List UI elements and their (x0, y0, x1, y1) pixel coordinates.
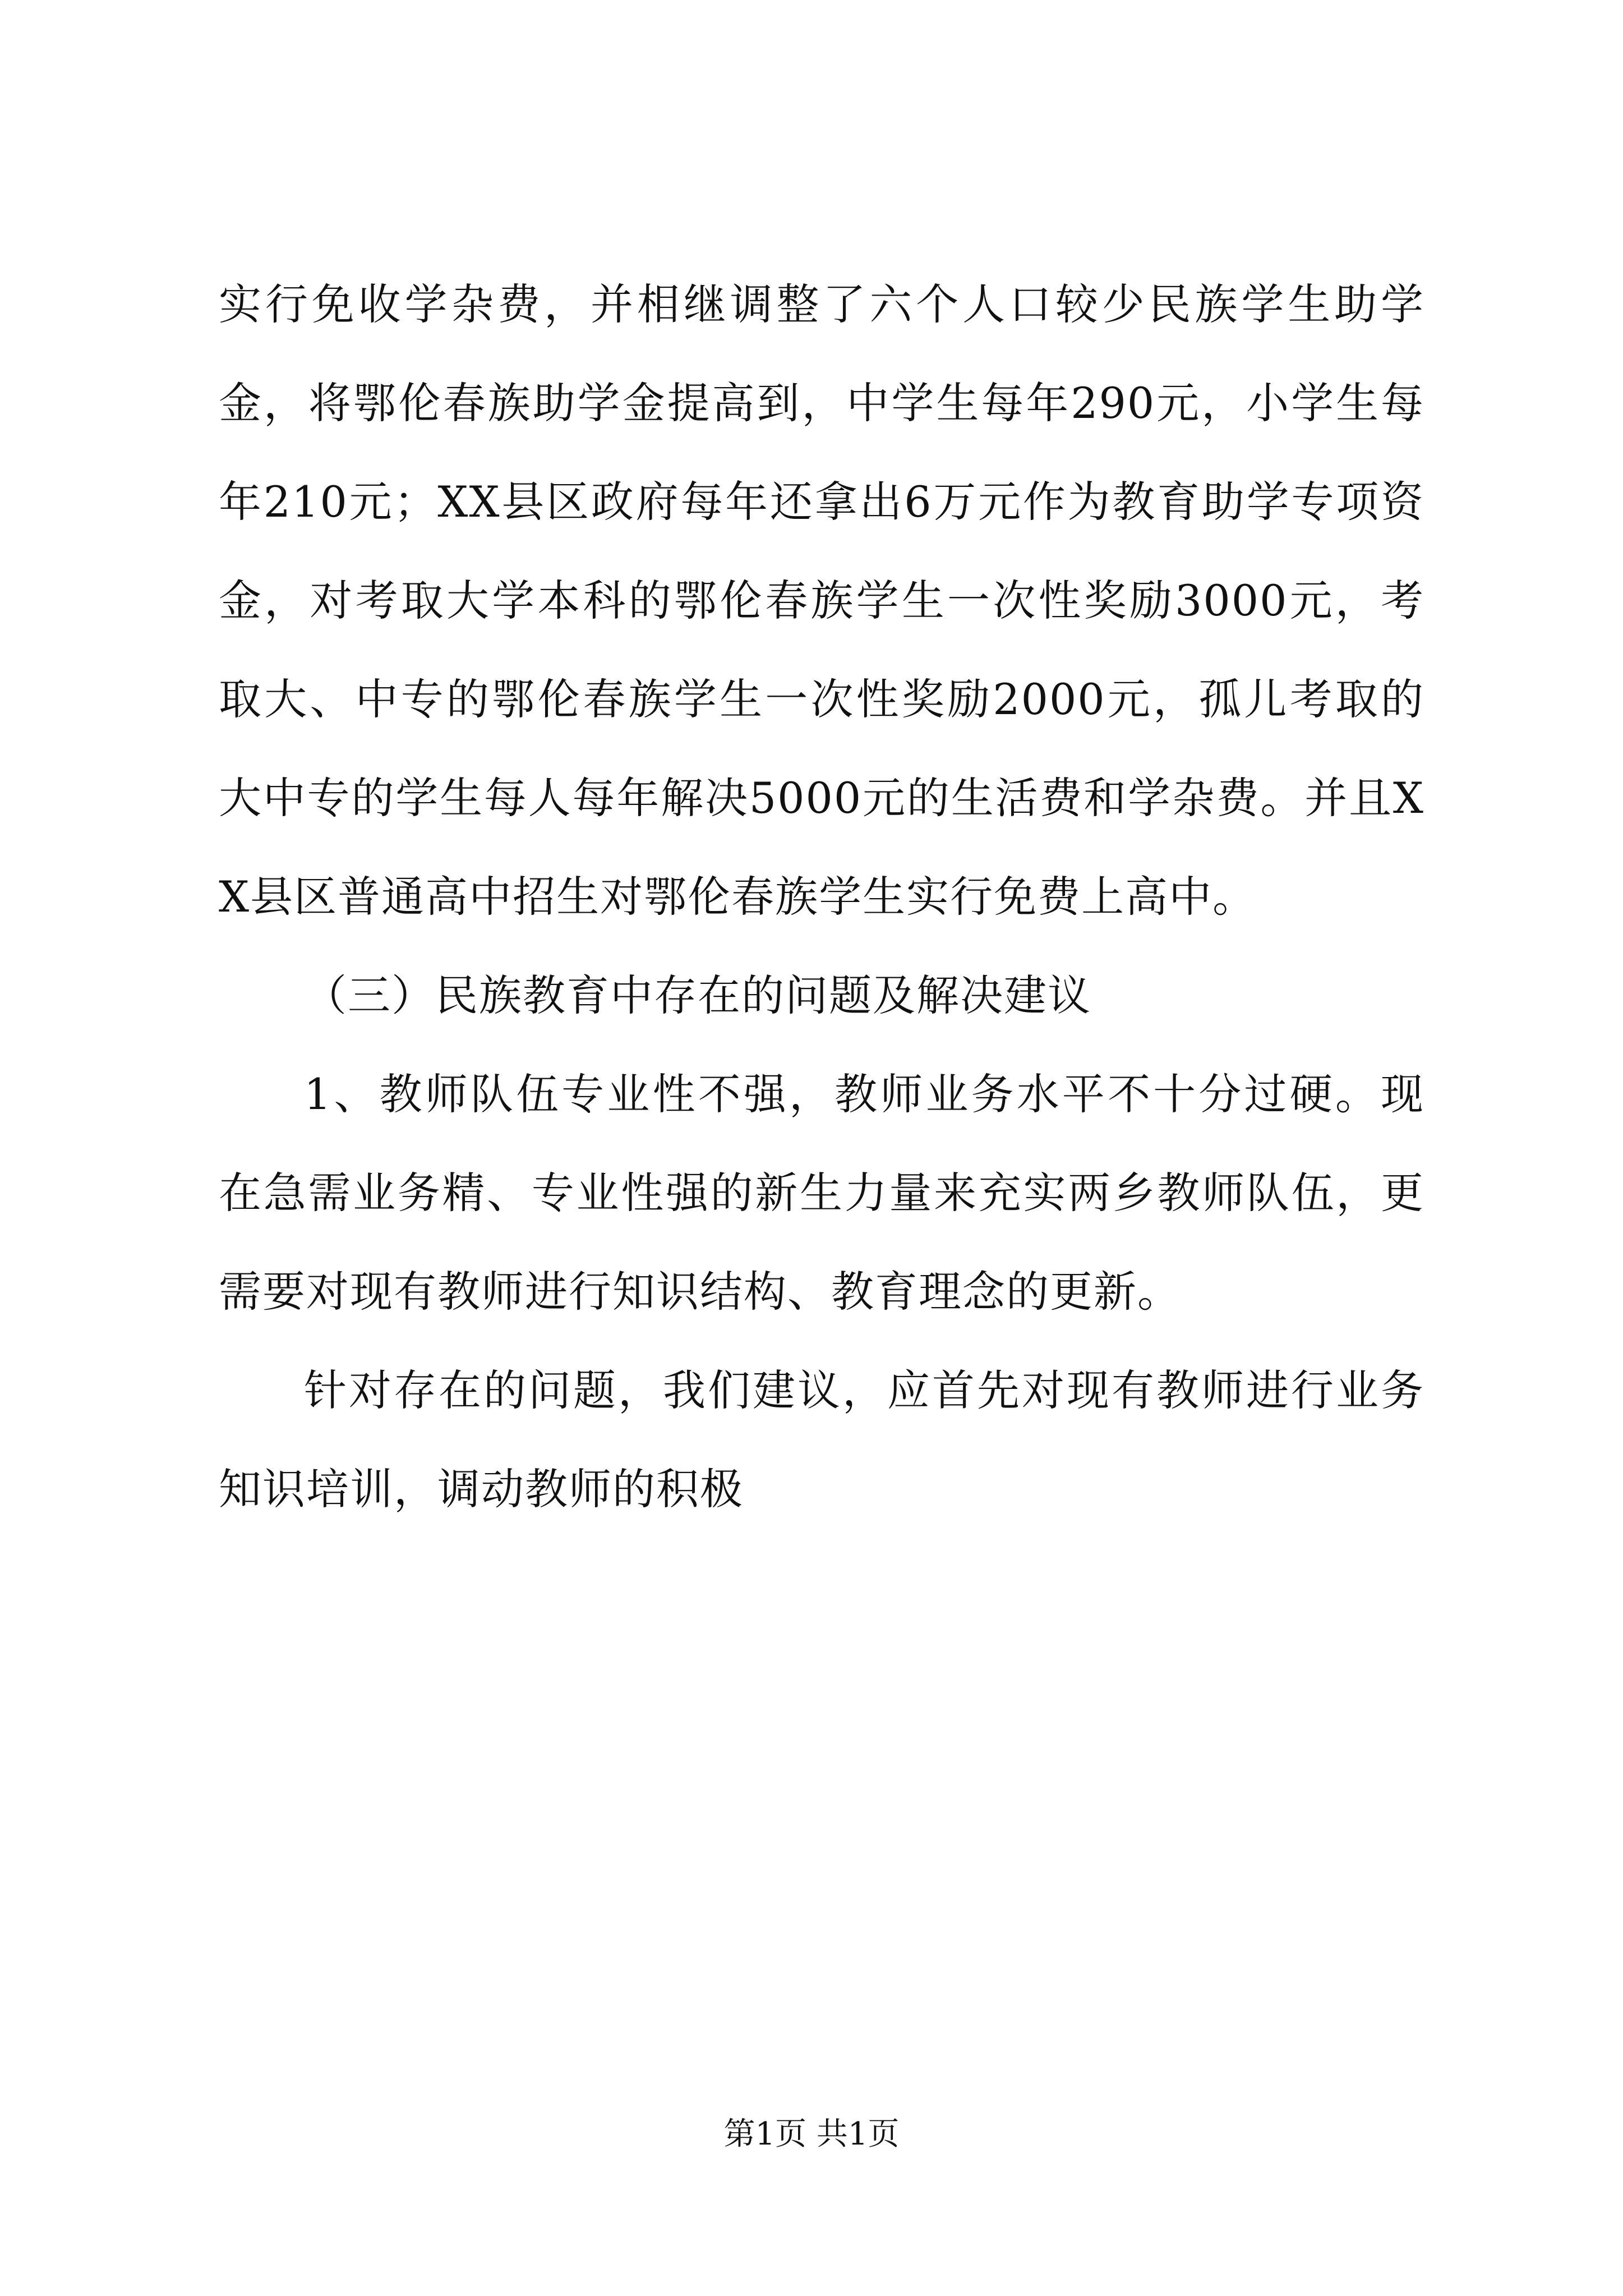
section-heading: （三）民族教育中存在的问题及解决建议 (304, 970, 1091, 1020)
paragraph-continuation: 实行免收学杂费，并相继调整了六个人口较少民族学生助学金，将鄂伦春族助学金提高到，中学生每年290元，小学生每年210元；XX县区政府每年还拿出6万元作为教育助学专项资金，对考取大学本科的鄂伦春族学生一次性奖励3000元，考取大、中专的鄂伦春族学生一次性奖励2000元，孤儿考取的大中专的学生每人每年解决5000元的生活费和学杂费。并且XX县区普通高中招生对鄂伦春族学生实行免费上高中。 (219, 279, 1424, 922)
document-body (219, 255, 1424, 1539)
page-footer: 第1页 共1页 (723, 2116, 900, 2152)
paragraph-item-1: 1、教师队伍专业性不强，教师业务水平不十分过硬。现在急需业务精、专业性强的新生力量来充实两乡教师队伍，更需要对现有教师进行知识结构、教育理念的更新。 (219, 1069, 1424, 1317)
paragraph-suggestion: 针对存在的问题，我们建议，应首先对现有教师进行业务知识培训，调动教师的积极 (219, 1365, 1424, 1514)
